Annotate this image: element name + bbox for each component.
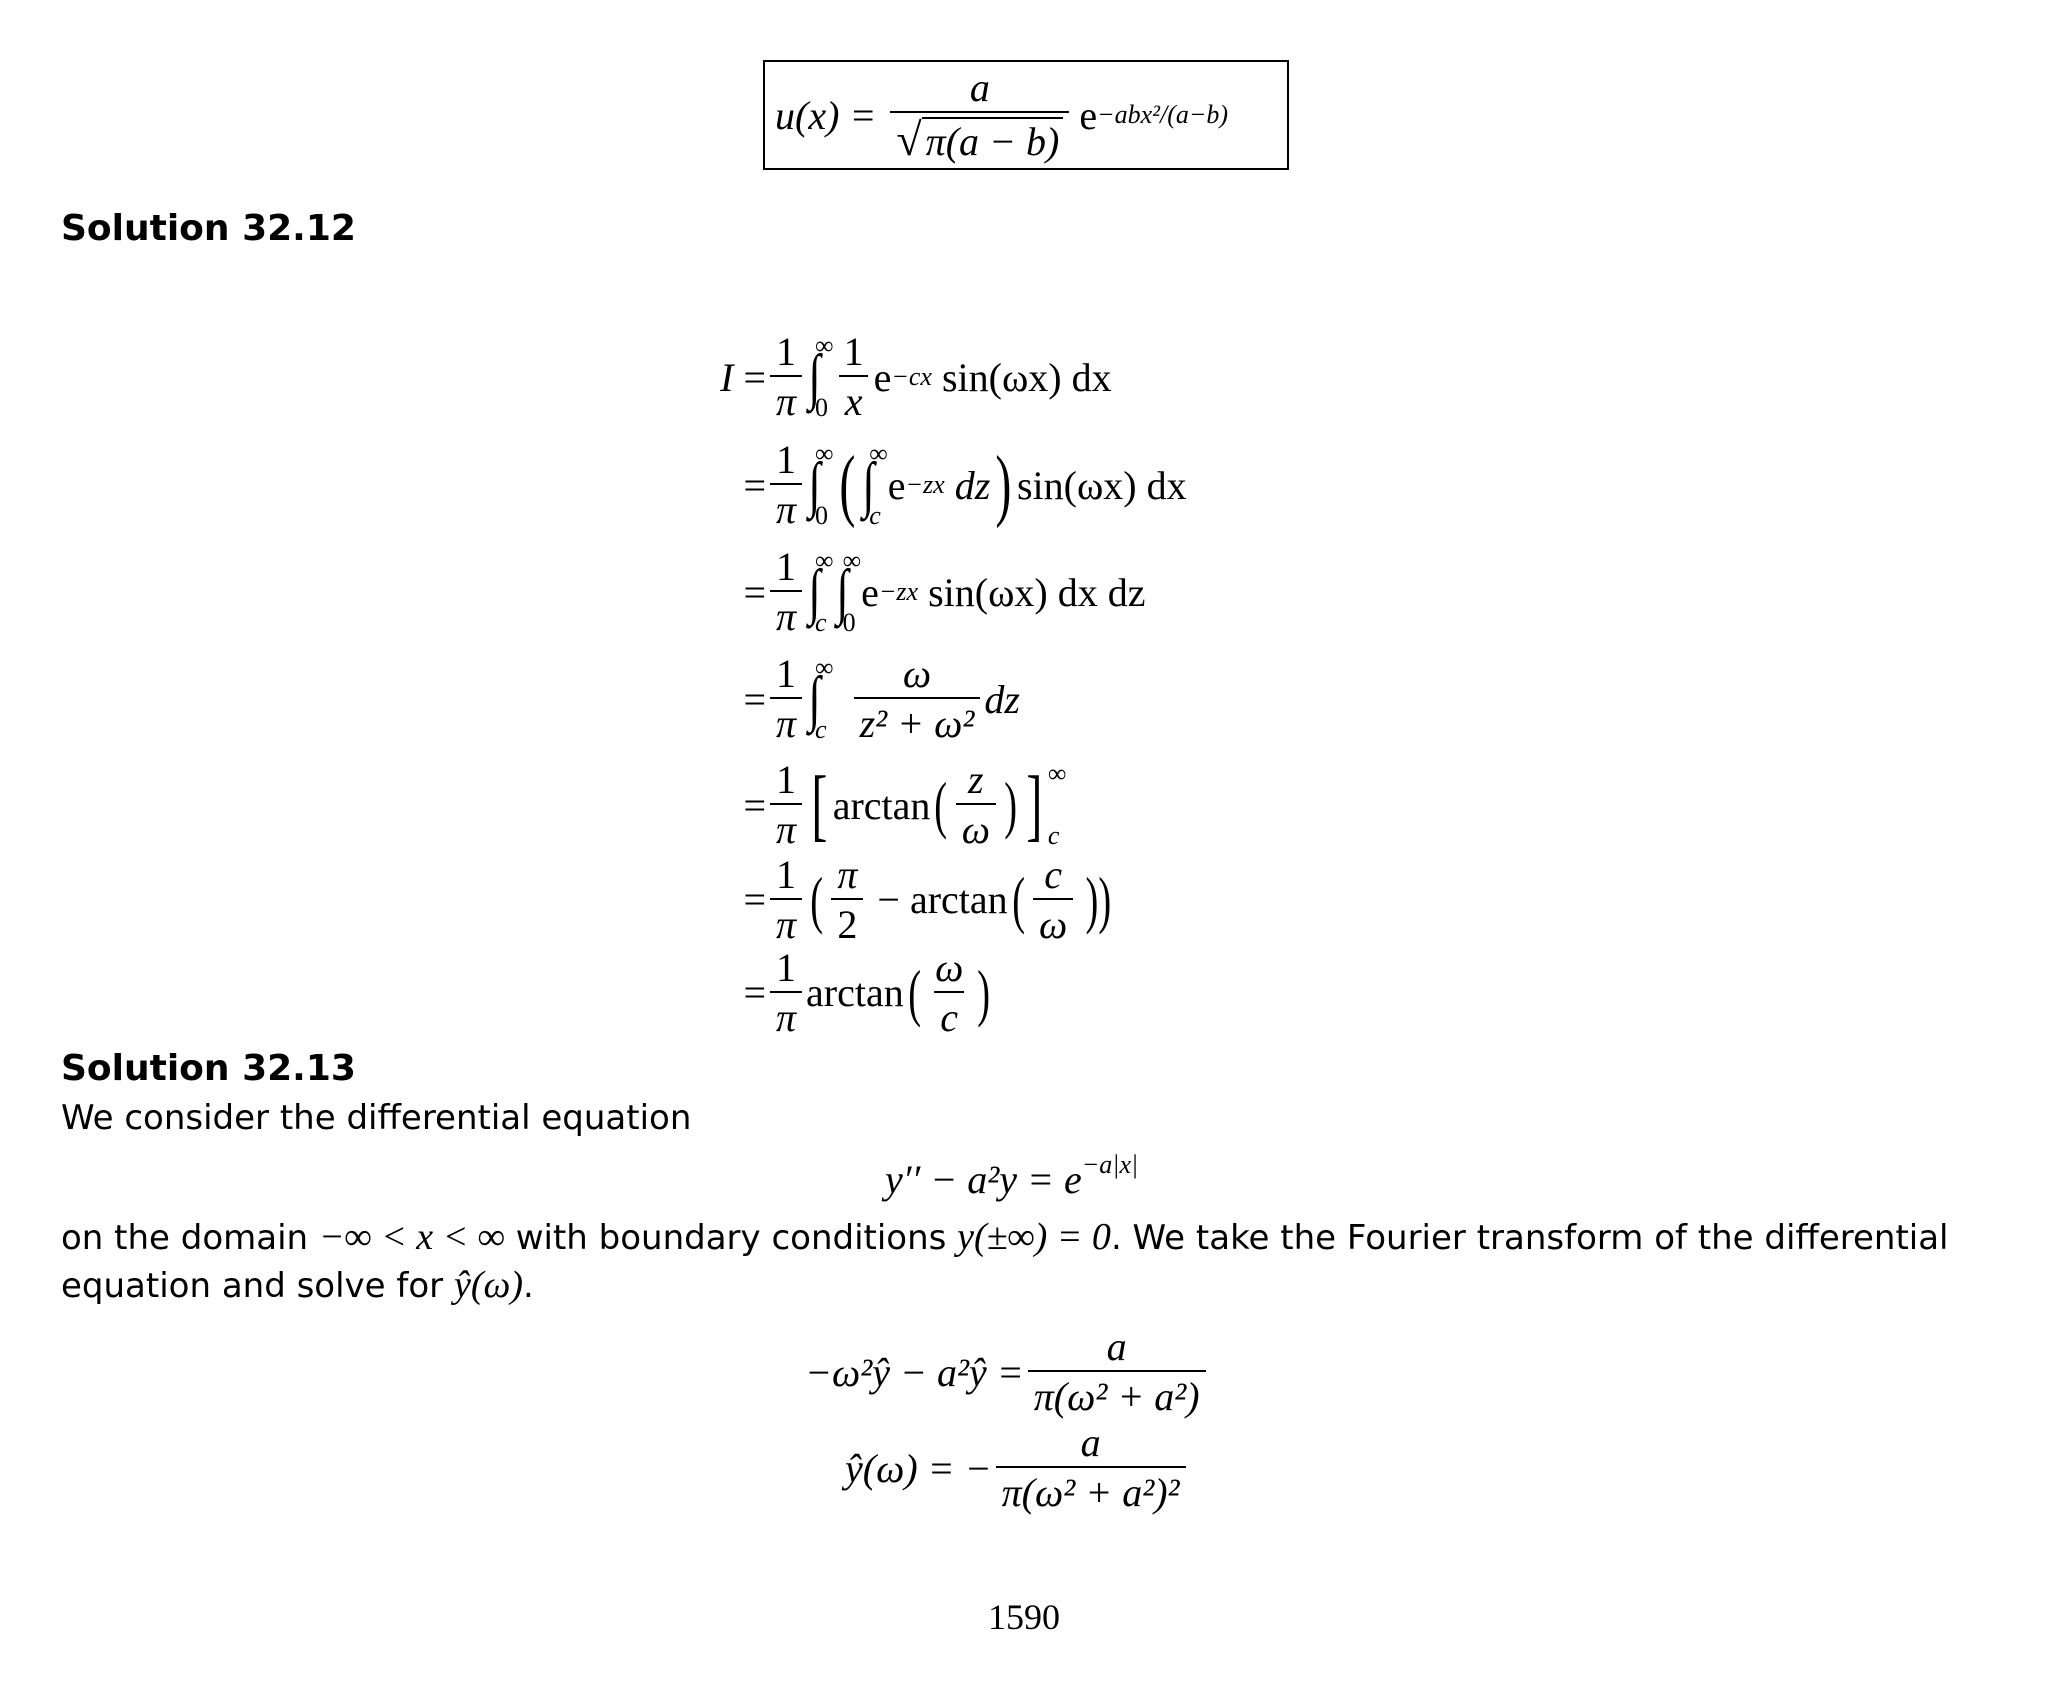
fourier-equation-2: ŷ(ω) = − $\frac{a}{\text{π(ω² + a²)²}}$ xyxy=(845,1418,1190,1518)
boxed-exp: −abx²/(a−b) xyxy=(1097,100,1229,129)
integral-line-3: = $\frac{1}{\pi}$ ∫ ∞ c ∫ ∞ 0 e −zx sin(ωx) dx dz xyxy=(743,544,1146,639)
boxed-fraction xyxy=(890,67,1069,163)
boxed-lhs: u(x) = xyxy=(775,92,877,138)
boxed-exp-base: e xyxy=(1079,92,1098,138)
integral-line-2: = $\frac{1}{\pi}$ ∫ ∞ 0 ( ∫ ∞ c e −zx dz ) sin(ωx) dx xyxy=(743,437,1187,532)
paragraph-line-2: equation and solve for ŷ(ω). xyxy=(61,1264,534,1306)
boxed-equation xyxy=(763,60,1289,170)
page-number: 1590 xyxy=(988,1597,1060,1637)
boxed-num: a xyxy=(969,65,990,110)
fourier-equation-1: −ω²ŷ − a²ŷ = $\frac{a}{\text{π(ω² + a²)}}$ xyxy=(805,1322,1210,1422)
integral-line-1: I = $\frac{1}{\pi}$ ∫ ∞ 0 $\frac{1}{x}$ e −cx sin(ωx) dx xyxy=(720,329,1112,424)
integral-line-6: = $\frac{1}{\pi}$ ( $\frac{\pi}{2}$ − arctan ( $\frac{c}{\omega}$ )) xyxy=(743,851,1112,947)
integral-line-7: = $\frac{1}{\pi}$ arctan ( $\frac{\omega}{c}$ ) xyxy=(743,944,991,1040)
solution-32-13-heading: Solution 32.13 xyxy=(61,1048,356,1089)
sqrt-symbol: √ π(a − b) xyxy=(896,117,1063,163)
solution-32-12-heading: Solution 32.12 xyxy=(61,208,356,249)
intro-text: We consider the differential equation xyxy=(61,1098,692,1138)
paragraph-line-1: on the domain −∞ < x < ∞ with boundary conditions y(±∞) = 0. We take the Fourier transform of the differential xyxy=(61,1216,1949,1258)
integral-line-5: = $\frac{1}{\pi}$ [ arctan ( $\frac{z}{\omega}$ ) ] ∞ c xyxy=(743,757,1067,852)
ode-equation: $y'' - a^2y = e^{-a|x|}$ xyxy=(885,1150,1139,1202)
integral-sign: ∫ xyxy=(808,342,821,411)
integral-line-4: = $\frac{1}{\pi}$ ∫ ∞ c $\frac{\omega}{\text{z² + ω²}}$ dz xyxy=(743,651,1020,746)
